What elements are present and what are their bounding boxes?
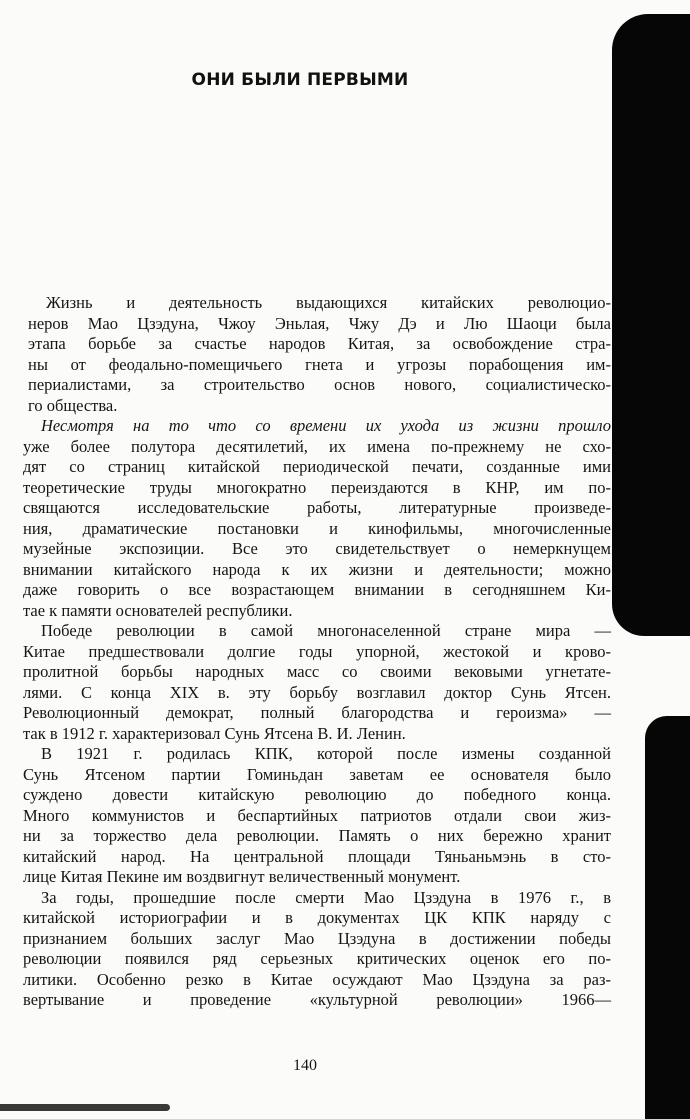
text-line: За годы, прошедшие после смерти Мао Цзэдуна в 1976 г., в — [41, 887, 611, 907]
paragraph-3 — [6, 621, 611, 744]
text-line: периалистами, за строительство основ нового, социалистическо- — [28, 375, 611, 394]
body-text — [6, 293, 611, 1011]
paragraph-4 — [6, 744, 611, 888]
text-line: Китае предшествовали долгие годы упорной, жестокой и крово- — [23, 641, 611, 661]
text-line: китайской историографии и в документах ЦК КПК наряду с — [23, 908, 611, 927]
scan-shadow-bottom — [645, 716, 690, 1119]
text-line: признанием больших заслуг Мао Цзэдуна в достижении победы — [23, 928, 611, 948]
text-line: музейные экспозиции. Все это свидетельствует о немеркнущем — [23, 539, 611, 558]
text-line: Сунь Ятсеном партии Гоминьдан заветам ее основателя было — [23, 764, 611, 784]
paragraph-2 — [6, 416, 611, 621]
text-line: внимании китайского народа к их жизни и деятельности; можно — [23, 559, 611, 579]
text-line: тае к памяти основателей республики. — [23, 600, 293, 620]
text-line: теоретические труды многократно переиздаются в КНР, им по- — [23, 477, 611, 497]
text-line: ны от феодально-помещичьего гнета и угрозы порабощения им- — [28, 354, 611, 374]
text-line: го общества. — [28, 395, 118, 415]
text-line: уже более полутора десятилетий, их имена по-прежнему не схо- — [23, 436, 611, 456]
text-line: Много коммунистов и беспартийных патриотов отдали свои жиз- — [23, 805, 611, 825]
text-line: Несмотря на то что со времени их ухода из жизни прошло — [41, 416, 611, 435]
text-line: ни за торжество дела революции. Память о них бережно хранит — [23, 826, 611, 845]
text-line: лями. С конца XIX в. эту борьбу возглавил доктор Сунь Ятсен. — [23, 682, 611, 702]
text-line: свящаются исследовательские работы, литературные произведе- — [23, 498, 611, 517]
text-line: ния, драматические постановки и кинофильмы, многочисленные — [23, 518, 611, 538]
text-line: неров Мао Цзэдуна, Чжоу Эньлая, Чжу Дэ и Лю Шаоци была — [28, 313, 611, 333]
text-line: литики. Особенно резко в Китае осуждают Мао Цзэдуна за раз- — [23, 969, 611, 989]
scan-shadow-top — [612, 14, 690, 636]
text-line: даже говорить о все возрастающем внимании в сегодняшнем Ки- — [23, 580, 611, 599]
text-line: дят со страниц китайской периодической печати, созданные ими — [23, 457, 611, 476]
text-line: В 1921 г. родилась КПК, которой после измены созданной — [41, 744, 611, 763]
text-line: лице Китая Пекине им воздвигнут величественный монумент. — [23, 867, 461, 886]
page-number: 140 — [293, 1057, 317, 1074]
text-line: Победе революции в самой многонаселенной стране мира — — [41, 621, 611, 640]
text-line: суждено довести китайскую революцию до победного конца. — [23, 785, 611, 804]
paragraph-5 — [6, 888, 611, 1011]
paragraph-1 — [6, 293, 611, 416]
text-line: пролитной борьбы народных масс со своими вековыми угнетате- — [23, 662, 611, 681]
text-line: революции появился ряд серьезных критических оценок его по- — [23, 949, 611, 968]
text-line: этапа борьбе за счастье народов Китая, за освобождение стра- — [28, 334, 611, 353]
text-line: Революционный демократ, полный благородства и героизма» — — [23, 703, 611, 722]
text-line: так в 1912 г. характеризовал Сунь Ятсена В. И. Ленин. — [23, 723, 406, 743]
scan-artifact — [0, 1104, 170, 1111]
chapter-title: ОНИ БЫЛИ ПЕРВЫМИ — [191, 70, 409, 90]
text-line: Жизнь и деятельность выдающихся китайских революцио- — [46, 293, 611, 312]
text-line: вертывание и проведение «культурной революции» 1966— — [23, 990, 611, 1009]
text-line: китайский народ. На центральной площади Тяньаньмэнь в сто- — [23, 846, 611, 866]
